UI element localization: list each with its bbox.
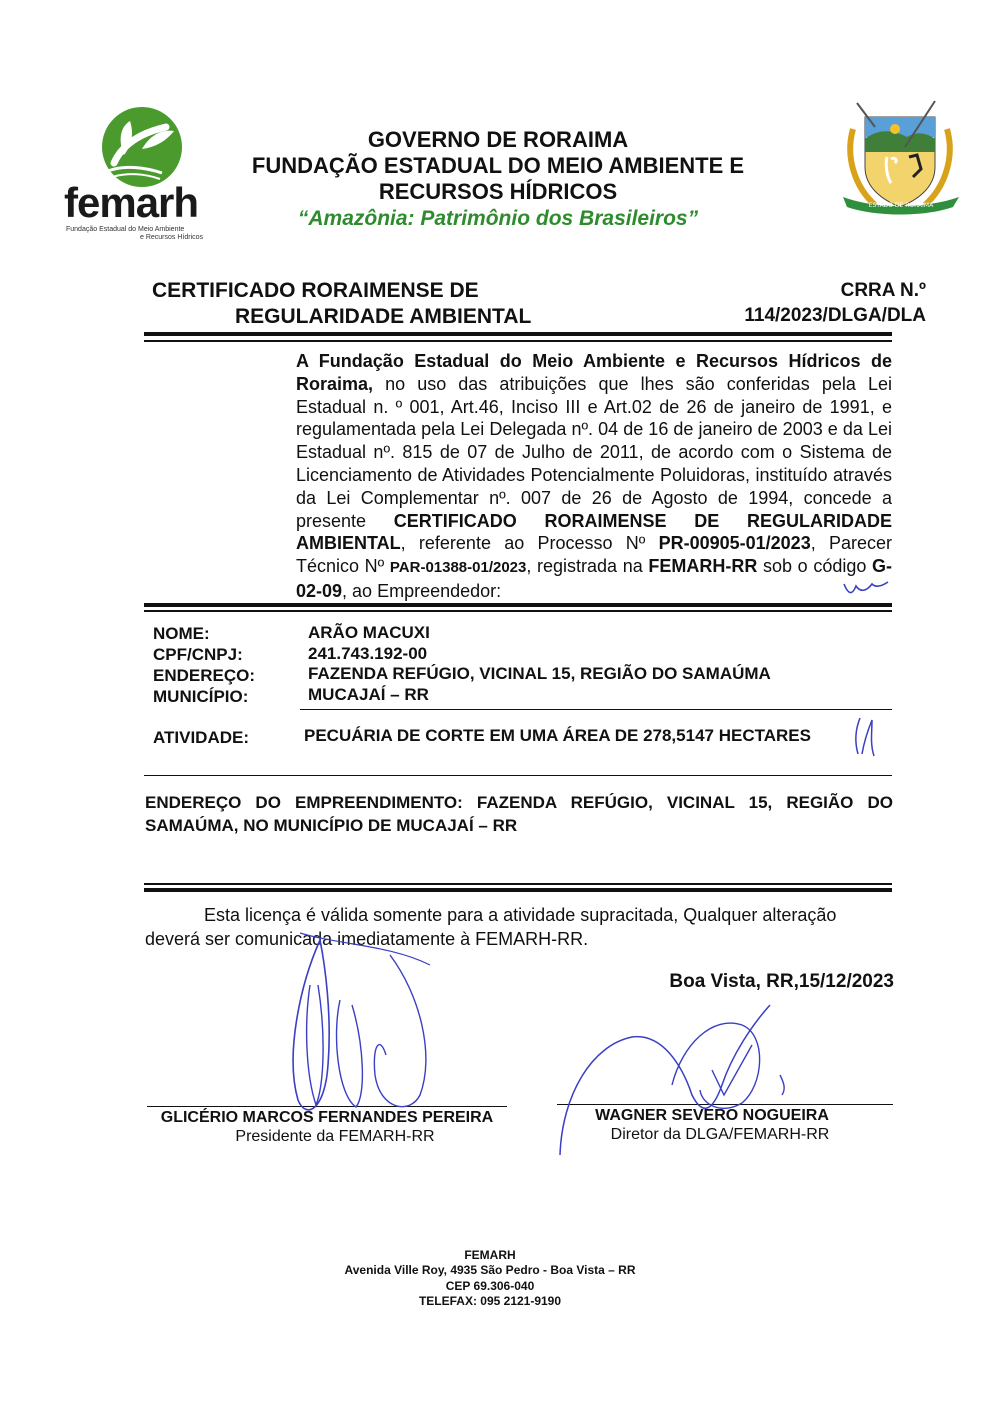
endereco-value: FAZENDA REFÚGIO, VICINAL 15, REGIÃO DO SAMAÚMA xyxy=(308,664,771,683)
initials-mark-body xyxy=(842,578,890,598)
body-text-parecer: , Parecer Técnico Nº xyxy=(296,533,892,577)
footer-phone: TELEFAX: 095 2121-9190 xyxy=(418,1294,562,1308)
empreendimento-address-line2: SAMAÚMA, NO MUNICÍPIO DE MUCAJAÍ – RR xyxy=(145,816,518,835)
title-divider-thin xyxy=(144,340,892,342)
crra-number-value: 114/2023/DLGA/DLA xyxy=(744,305,926,326)
body-bold-issuer: A Fundação Estadual do Meio Ambiente e Recursos Hídricos de Roraima, xyxy=(296,351,892,394)
body-text-entrepreneur: , ao Empreendedor: xyxy=(342,580,502,601)
right-signatory-name: WAGNER SEVERO NOGUEIRA xyxy=(595,1107,829,1124)
header-line-fundacao: FUNDAÇÃO ESTADUAL DO MEIO AMBIENTE E xyxy=(251,153,745,178)
header-line-recursos: RECURSOS HÍDRICOS xyxy=(378,179,618,204)
validity-divider-thin xyxy=(144,883,892,885)
municipio-label: MUNICÍPIO: xyxy=(153,687,249,706)
validity-text-line2: deverá ser comunicada imediatamente à FEMARH-RR. xyxy=(145,929,589,949)
logo-caption-line2: e Recursos Hídricos xyxy=(140,234,204,241)
left-signatory-role: Presidente da FEMARH-RR xyxy=(235,1128,435,1145)
certificate-title-line1: CERTIFICADO RORAIMENSE DE xyxy=(152,279,479,302)
title-divider-thick xyxy=(144,332,892,336)
crest-ribbon-label: ESTADO DE RORAIMA xyxy=(868,202,934,209)
place-and-date: Boa Vista, RR,15/12/2023 xyxy=(669,971,894,992)
activity-divider xyxy=(144,775,892,776)
right-signatory-role: Diretor da DLGA/FEMARH-RR xyxy=(610,1126,830,1143)
header-line-governo: GOVERNO DE RORAIMA xyxy=(367,127,629,152)
body-divider-thin xyxy=(144,610,892,612)
certificate-body-paragraph xyxy=(296,350,892,603)
nome-label: NOME: xyxy=(153,624,210,643)
cpf-cnpj-label: CPF/CNPJ: xyxy=(153,645,243,664)
cpf-cnpj-value: 241.743.192-00 xyxy=(308,644,428,663)
body-text-code: sob o código xyxy=(757,556,872,577)
body-bold-parecer-number: PAR-01388-01/2023 xyxy=(389,559,527,577)
left-signatory-name: GLICÉRIO MARCOS FERNANDES PEREIRA xyxy=(160,1109,494,1126)
validity-divider-thick xyxy=(144,888,892,892)
footer-address: Avenida Ville Roy, 4935 São Pedro - Boa Vista – RR xyxy=(344,1263,636,1277)
logo-wordmark: femarh xyxy=(64,179,199,226)
body-text-process-ref: , referente ao Processo Nº xyxy=(400,533,659,554)
empreendimento-address-line1: ENDEREÇO DO EMPREENDIMENTO: FAZENDA REFÚGIO, VICINAL 15, REGIÃO DO xyxy=(145,793,893,812)
roraima-crest xyxy=(835,97,965,222)
municipio-value: MUCAJAÍ – RR xyxy=(308,685,429,704)
certificate-title-line2: REGULARIDADE AMBIENTAL xyxy=(235,305,532,328)
crra-number-label: CRRA N.º xyxy=(840,280,926,301)
left-signature-scribble xyxy=(280,925,450,1125)
body-bold-certificate-name: CERTIFICADO RORAIMENSE DE REGULARIDADE AMBIENTAL xyxy=(296,510,892,554)
logo-caption-line1: Fundação Estadual do Meio Ambiente xyxy=(66,226,185,233)
initials-mark-activity xyxy=(848,714,882,760)
atividade-value: PECUÁRIA DE CORTE EM UMA ÁREA DE 278,5147 HECTARES xyxy=(304,726,811,745)
body-bold-process-number: PR-00905-01/2023 xyxy=(658,533,811,554)
femarh-logo xyxy=(62,105,222,245)
endereco-label: ENDEREÇO: xyxy=(153,666,256,685)
footer-org: FEMARH xyxy=(464,1248,516,1262)
body-bold-femarh-rr: FEMARH-RR xyxy=(648,556,758,577)
body-bold-activity-code: G-02-09 xyxy=(296,556,892,601)
atividade-label: ATIVIDADE: xyxy=(153,728,250,747)
validity-text-line1: Esta licença é válida somente para a atividade supracitada, Qualquer alteração xyxy=(204,905,837,925)
fields-divider xyxy=(300,709,892,710)
nome-value: ARÃO MACUXI xyxy=(308,623,430,642)
header-motto: “Amazônia: Patrimônio dos Brasileiros” xyxy=(297,207,699,230)
footer-cep: CEP 69.306-040 xyxy=(445,1279,535,1293)
state-coat-of-arms-icon xyxy=(835,97,965,222)
body-divider-thick xyxy=(144,603,892,607)
body-text-legal-basis: no uso das atribuições que lhes são conferidas pela Lei Estadual n. º 001, Art.46, Inciso III e Art.02 de 26 de janeiro de 1991, e regulamentada pela Lei Delegada nº. 04 de 16 de janeiro de 2003 e da Lei Estadual nº. 815 de 07 de Julho de 2011, de acordo com o Sistema de Licenciamento de Atividades Potencialmente Poluidoras, instituído através da Lei Complementar nº. 007 de 26 de Agosto de 1994, concede a presente xyxy=(296,373,892,531)
body-text-registered: , registrada na xyxy=(526,556,649,577)
